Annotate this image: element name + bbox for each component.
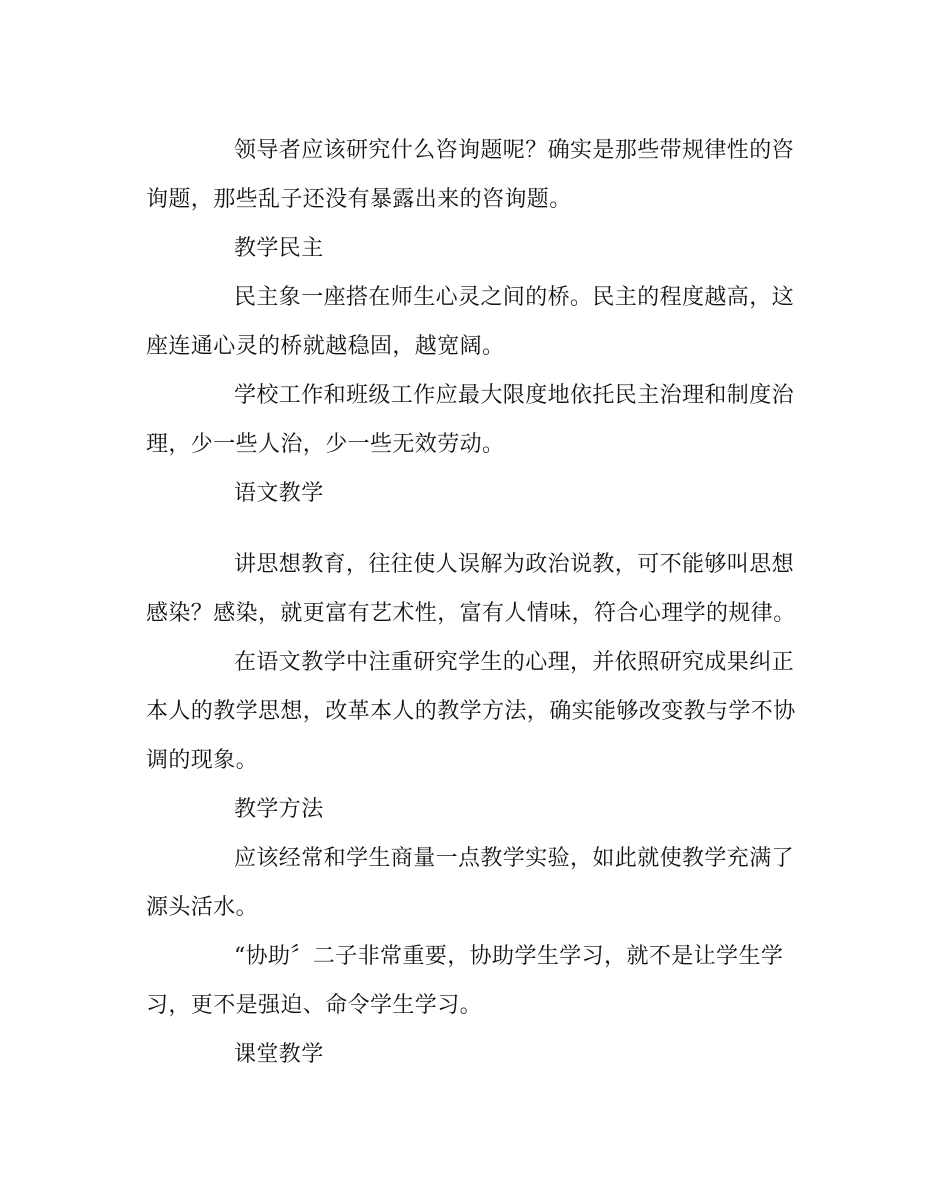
document-body (146, 126, 806, 1079)
paragraph: 在语文教学中注重研究学生的心理，并依照研究成果纠正本人的教学思想，改革本人的教学方法，确实能够改变教与学不协调的现象。 (146, 650, 796, 773)
paragraph: 民主象一座搭在师生心灵之间的桥。民主的程度越高，这座连通心灵的桥就越稳固，越宽阔。 (146, 285, 795, 359)
section-heading: 语文教学 (234, 481, 324, 506)
paragraph: “协助〞二子非常重要，协助学生学习，就不是让学生学习，更不是强迫、命令学生学习。 (146, 944, 784, 1018)
section-heading: 课堂教学 (234, 1042, 324, 1067)
section-heading: 教学民主 (234, 236, 324, 261)
paragraph: 领导者应该研究什么咨询题呢？确实是那些带规律性的咨询题，那些乱子还没有暴露出来的咨询题。 (146, 138, 795, 212)
paragraph: 应该经常和学生商量一点教学实验，如此就使教学充满了源头活水。 (146, 846, 795, 920)
section-heading: 教学方法 (234, 797, 324, 822)
paragraph: 讲思想教育，往往使人误解为政治说教，可不能够叫思想感染？感染，就更富有艺术性，富有人情味，符合心理学的规律。 (146, 552, 796, 626)
paragraph: 学校工作和班级工作应最大限度地依托民主治理和制度治理，少一些人治，少一些无效劳动。 (146, 383, 795, 457)
